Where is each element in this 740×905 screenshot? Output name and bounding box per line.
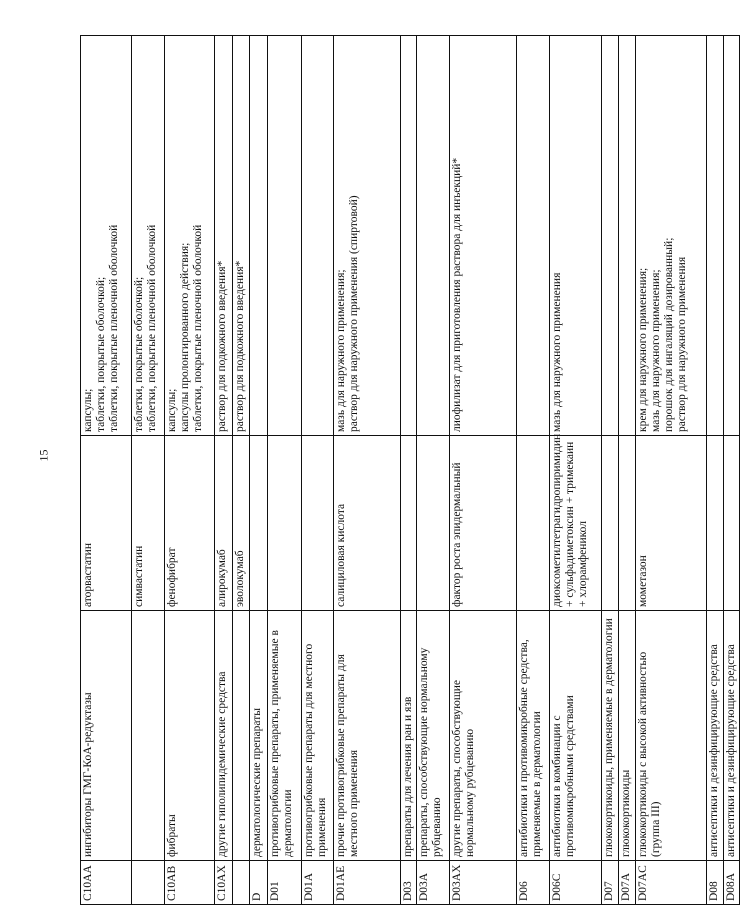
table-row	[81, 36, 132, 905]
row-group	[233, 611, 250, 861]
row-forms	[165, 36, 215, 436]
row-group	[132, 611, 165, 861]
row-group: прочие противогрибковые препараты для местного применения	[334, 611, 401, 861]
row-drug	[417, 436, 450, 611]
table-row	[334, 36, 401, 905]
form-line: капсулы;	[166, 388, 178, 432]
row-drug: фенофибрат	[165, 436, 215, 611]
row-group: другие гиполипидемические средства	[215, 611, 233, 861]
row-group: глюкокортикоиды	[619, 611, 636, 861]
row-code: D	[250, 861, 268, 905]
row-forms	[215, 36, 233, 436]
form-line: таблетки, покрытые пленочной оболочкой	[107, 224, 120, 432]
form-line: таблетки, покрытые оболочкой;	[133, 276, 145, 432]
row-forms	[302, 36, 334, 436]
row-drug: мометазон	[636, 436, 707, 611]
table-row	[707, 36, 724, 905]
table-row	[302, 36, 334, 905]
form-line: раствор для наружного применения	[675, 256, 688, 432]
page-number: 15	[36, 449, 51, 462]
form-line: таблетки, покрытые пленочной оболочкой	[191, 224, 204, 432]
row-drug	[401, 436, 417, 611]
row-forms	[417, 36, 450, 436]
row-code: D03AX	[450, 861, 517, 905]
form-line: раствор для подкожного введения*	[216, 260, 228, 432]
row-code: D06	[517, 861, 550, 905]
row-drug: симвастатин	[132, 436, 165, 611]
form-line: таблетки, покрытые оболочкой;	[94, 276, 107, 432]
form-line: капсулы пролонгированного действия;	[178, 242, 191, 432]
table-row	[517, 36, 550, 905]
form-line: крем для наружного применения;	[637, 267, 649, 432]
form-line: мазь для наружного применения;	[335, 269, 347, 432]
row-drug: салициловая кислота	[334, 436, 401, 611]
row-drug	[724, 436, 740, 611]
table-row	[550, 36, 602, 905]
form-line: мазь для наружного применения	[551, 272, 563, 432]
row-group: глюкокортикоиды с высокой активностью (группа III)	[636, 611, 707, 861]
row-code	[132, 861, 165, 905]
row-forms	[550, 36, 602, 436]
row-drug	[619, 436, 636, 611]
row-code: D03A	[417, 861, 450, 905]
row-group: противогрибковые препараты для местного применения	[302, 611, 334, 861]
row-drug: аторвастатин	[81, 436, 132, 611]
row-group: глюкокортикоиды, применяемые в дерматологии	[602, 611, 619, 861]
row-code: D07	[602, 861, 619, 905]
table-row	[619, 36, 636, 905]
table-row	[268, 36, 302, 905]
table-row	[165, 36, 215, 905]
row-code: D07AC	[636, 861, 707, 905]
table-row	[636, 36, 707, 905]
row-group: препараты для лечения ран и язв	[401, 611, 417, 861]
row-code: D07A	[619, 861, 636, 905]
row-drug: алирокумаб	[215, 436, 233, 611]
row-drug	[250, 436, 268, 611]
drug-table	[80, 35, 740, 905]
row-code	[233, 861, 250, 905]
row-drug: диоксометилтетрагидропиримидин + сульфадиметоксин + тримекаин + хлорамфеникол	[550, 436, 602, 611]
form-line: раствор для подкожного введения*	[234, 260, 246, 432]
row-forms	[619, 36, 636, 436]
row-forms	[517, 36, 550, 436]
row-code: D01AE	[334, 861, 401, 905]
table-row	[724, 36, 740, 905]
row-forms	[707, 36, 724, 436]
form-line: таблетки, покрытые пленочной оболочкой	[145, 224, 158, 432]
row-forms	[334, 36, 401, 436]
row-code: C10AX	[215, 861, 233, 905]
row-drug	[707, 436, 724, 611]
table-row	[233, 36, 250, 905]
row-forms	[450, 36, 517, 436]
row-forms	[401, 36, 417, 436]
row-forms	[268, 36, 302, 436]
row-group: антибиотики и противомикробные средства, применяемые в дерматологии	[517, 611, 550, 861]
row-forms	[250, 36, 268, 436]
row-code: D01A	[302, 861, 334, 905]
row-drug	[517, 436, 550, 611]
table-row	[250, 36, 268, 905]
row-drug	[268, 436, 302, 611]
form-line: капсулы;	[82, 388, 94, 432]
form-line: порошок для ингаляций дозированный;	[662, 237, 675, 432]
row-forms	[602, 36, 619, 436]
table-row	[450, 36, 517, 905]
row-drug: фактор роста эпидермальный	[450, 436, 517, 611]
row-code: C10AB	[165, 861, 215, 905]
row-group: антисептики и дезинфицирующие средства	[724, 611, 740, 861]
row-code: D06C	[550, 861, 602, 905]
row-forms	[132, 36, 165, 436]
table-body	[81, 36, 740, 905]
row-group: дерматологические препараты	[250, 611, 268, 861]
row-group: препараты, способствующие нормальному рубцеванию	[417, 611, 450, 861]
row-code: D08	[707, 861, 724, 905]
form-line: мазь для наружного применения;	[649, 269, 662, 432]
row-drug: эволокумаб	[233, 436, 250, 611]
row-forms	[233, 36, 250, 436]
row-group: другие препараты, способствующие нормальному рубцеванию	[450, 611, 517, 861]
row-group: ингибиторы ГМГ-КоА-редуктазы	[81, 611, 132, 861]
row-code: D01	[268, 861, 302, 905]
row-drug	[302, 436, 334, 611]
form-line: лиофилизат для приготовления раствора для инъекций*	[451, 157, 463, 432]
row-group: противогрибковые препараты, применяемые в дерматологии	[268, 611, 302, 861]
row-forms	[724, 36, 740, 436]
table-wrapper	[80, 36, 737, 905]
form-line: раствор для наружного применения (спиртовой)	[347, 195, 360, 432]
row-drug	[602, 436, 619, 611]
table-row	[417, 36, 450, 905]
table-row	[401, 36, 417, 905]
row-code: D08A	[724, 861, 740, 905]
row-group: антисептики и дезинфицирующие средства	[707, 611, 724, 861]
row-forms	[81, 36, 132, 436]
row-group: фибраты	[165, 611, 215, 861]
row-code: D03	[401, 861, 417, 905]
row-forms	[636, 36, 707, 436]
row-group: антибиотики в комбинации с противомикробными средствами	[550, 611, 602, 861]
rotated-page	[80, 36, 737, 905]
table-row	[132, 36, 165, 905]
table-row	[602, 36, 619, 905]
row-code: C10AA	[81, 861, 132, 905]
table-row	[215, 36, 233, 905]
